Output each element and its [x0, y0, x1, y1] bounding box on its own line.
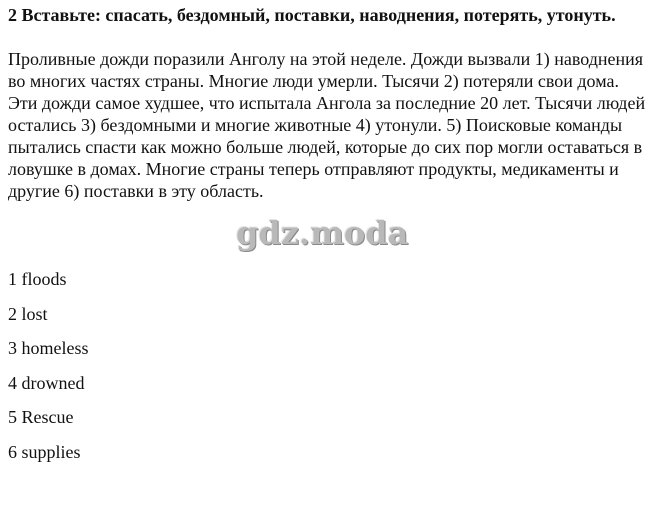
answer-item: 5 Rescue: [8, 407, 74, 427]
answer-item: 3 homeless: [8, 338, 89, 358]
task-title: 2 Вставьте: спасать, бездомный, поставки, наводнения, потерять, утонуть.: [8, 5, 616, 25]
answer-list: [8, 268, 89, 475]
answer-item: 2 lost: [8, 303, 48, 324]
answer-item: 1 floods: [8, 269, 67, 289]
answer-item: 4 drowned: [8, 372, 85, 393]
answer-item: 6 supplies: [8, 441, 81, 462]
watermark-logo: gdz.moda: [236, 214, 409, 252]
task-text: Проливные дожди поразили Анголу на этой неделе. Дожди вызвали 1) наводнения во многих частях страны. Многие люди умерли. Тысячи 2) потеряли свои дома. Эти дожди самое худшее, что испытала Ангола за последние 20 лет. Тысячи людей остались 3) бездомными и многие животные 4) утонули. 5) Поисковые команды пытались спасти как можно больше людей, которые до сих пор могли оставаться в ловушке в домах. Многие страны теперь отправляют продукты, медикаменты и другие 6) поставки в эту область.: [8, 49, 646, 201]
